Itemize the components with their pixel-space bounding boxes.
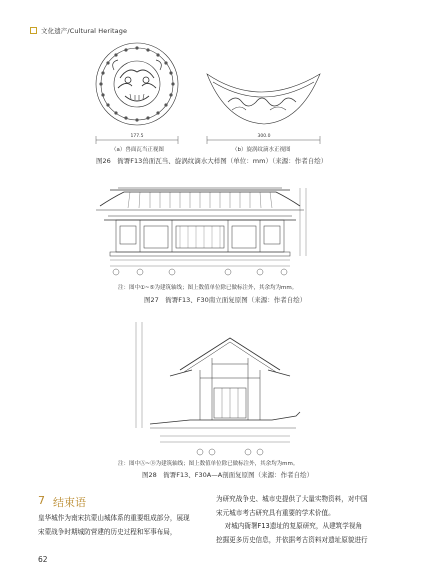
figure-26-caption: 图26 衙署F13兽面瓦当、旋涡纹滴水大样图（单位：mm）（来源：作者自绘） <box>96 157 328 165</box>
tile-end-dimension: 177.5 <box>130 134 144 139</box>
body-line: 为研究战争史、城市史提供了大量实物资料，对中国 <box>216 495 368 503</box>
section-number: 7 <box>38 494 45 507</box>
drip-tile-dimension: 300.0 <box>257 134 271 139</box>
figure-27-caption: 图27 衙署F13、F30南立面复原图（来源：作者自绘） <box>144 296 307 304</box>
body-line: 对城内衙署F13遗址的复原研究，从建筑学视角 <box>224 522 363 530</box>
figure-26-sub-a: （a）兽面瓦当正视图 <box>111 147 164 153</box>
section-heading <box>38 494 86 510</box>
page-number: 62 <box>38 555 48 564</box>
body-paragraph-left: 皇华城作为南宋抗蒙山城体系的重要组成部分，展现宋蒙战争时期城防营建的历史过程和军事布局， <box>38 514 190 536</box>
figure-26-sub-b: （b）旋涡纹滴水正视图 <box>232 147 291 153</box>
body-paragraph-right <box>216 493 396 547</box>
section-label: 文化遗产/Cultural Heritage <box>41 27 128 35</box>
section-title: 结束语 <box>53 496 86 509</box>
figure-28-note: 注：图中Ⓐ~Ⓓ为建筑轴线；图上数值单位除已做标注外，其余均为mm。 <box>118 461 299 467</box>
figure-27-elevation <box>0 168 427 278</box>
body-line: 宋元城市考古研究具有重要的学术价值。 <box>216 508 335 517</box>
figure-28-section <box>0 312 427 462</box>
figure-28-caption: 图28 衙署F13、F30A—A剖面复原图（来源：作者自绘） <box>142 471 314 479</box>
figure-26-drawings <box>0 0 427 160</box>
tile-end-drawing <box>96 43 178 144</box>
figure-27-note: 注：图中①~⑤为建筑轴线；图上数值单位除已做标注外，其余均为mm。 <box>118 285 298 291</box>
body-line: 挖掘更多历史信息，并依据考古资料对遗址原貌进行 <box>216 535 368 544</box>
